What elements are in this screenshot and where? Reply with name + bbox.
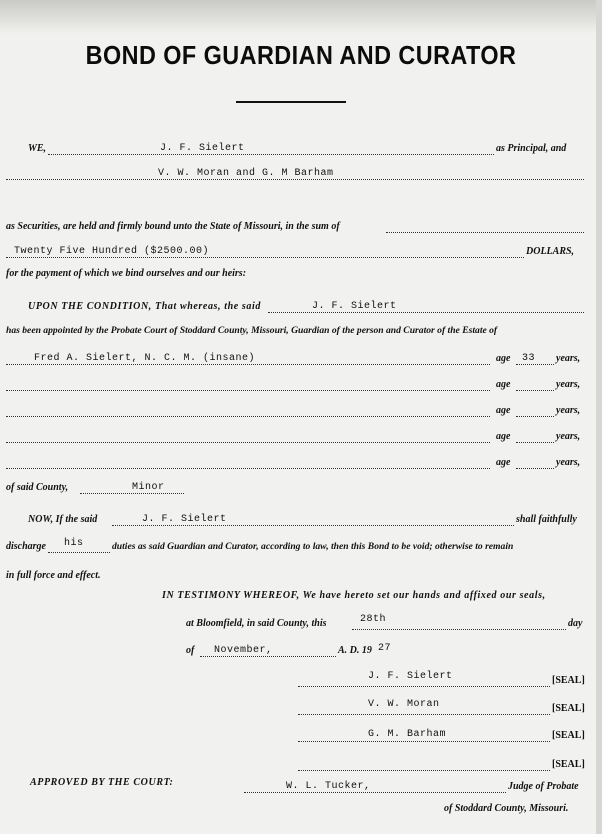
age-line-4 xyxy=(516,442,554,443)
now-text: NOW, If the said xyxy=(28,514,98,525)
signature-2: V. W. Moran xyxy=(368,699,440,710)
securities-names: V. W. Moran and G. M Barham xyxy=(158,168,334,179)
ad-text: A. D. 19 xyxy=(338,645,372,656)
ward-line-5 xyxy=(6,468,490,469)
day-line xyxy=(352,629,566,630)
condition-name: J. F. Sielert xyxy=(312,301,397,312)
approved-text: APPROVED BY THE COURT: xyxy=(30,777,174,788)
signature-1: J. F. Sielert xyxy=(368,671,453,682)
principal-line xyxy=(48,154,494,155)
judge-line xyxy=(244,792,506,793)
day-label: day xyxy=(568,618,583,629)
years-label-5: years, xyxy=(556,457,581,468)
day-number: 28th xyxy=(360,614,387,625)
condition-text: UPON THE CONDITION, That whereas, the said xyxy=(28,301,261,312)
securities-text: as Securities, are held and firmly bound unto the State of Missouri, in the sum of xyxy=(6,221,340,232)
ward-name: Fred A. Sielert, N. C. M. (insane) xyxy=(34,353,256,364)
judge-county: of Stoddard County, Missouri. xyxy=(444,803,569,814)
document-title: BOND OF GUARDIAN AND CURATOR xyxy=(85,40,517,70)
age-label-3: age xyxy=(496,405,511,416)
now-name: J. F. Sielert xyxy=(142,514,227,525)
signature-line-1 xyxy=(298,686,550,687)
seal-4: [SEAL] xyxy=(552,759,585,770)
title-rule xyxy=(236,101,346,103)
we-label: WE, xyxy=(28,143,47,154)
dollars-label: DOLLARS, xyxy=(526,246,575,257)
judge-name: W. L. Tucker, xyxy=(286,781,371,792)
years-label-2: years, xyxy=(556,379,581,390)
payment-text: for the payment of which we bind ourselves and our heirs: xyxy=(6,268,247,279)
years-label-3: years, xyxy=(556,405,581,416)
judge-title: Judge of Probate xyxy=(508,781,579,792)
age-label-4: age xyxy=(496,431,511,442)
duties-text: duties as said Guardian and Curator, according to law, then this Bond to be void; otherwise to remain xyxy=(112,541,514,552)
sum-line-a xyxy=(386,232,584,233)
sum-words: Twenty Five Hundred ($2500.00) xyxy=(14,246,210,257)
ward-line-3 xyxy=(6,416,490,417)
ward-age: 33 xyxy=(522,353,536,364)
signature-line-3 xyxy=(298,741,550,742)
age-line-2 xyxy=(516,390,554,391)
appointed-text: has been appointed by the Probate Court of Stoddard County, Missouri, Guardian of the person and Curator of the Estate of xyxy=(6,325,498,336)
age-label-1: age xyxy=(496,353,511,364)
signature-3: G. M. Barham xyxy=(368,729,447,740)
of-county-text: of said County, xyxy=(6,482,69,493)
full-force-text: in full force and effect. xyxy=(6,570,101,581)
seal-1: [SEAL] xyxy=(552,675,585,686)
of-label: of xyxy=(186,645,195,656)
page-edge-shadow xyxy=(596,0,602,834)
years-label-4: years, xyxy=(556,431,581,442)
ward-line-2 xyxy=(6,390,490,391)
age-line-3 xyxy=(516,416,554,417)
pronoun-line xyxy=(48,552,110,553)
signature-line-2 xyxy=(298,714,550,715)
years-label-1: years, xyxy=(556,353,581,364)
month: November, xyxy=(214,645,273,656)
age-label-2: age xyxy=(496,379,511,390)
pronoun: his xyxy=(64,538,84,549)
age-line-5 xyxy=(516,468,554,469)
signature-line-4 xyxy=(298,770,550,771)
principal-name: J. F. Sielert xyxy=(160,143,245,154)
year: 27 xyxy=(378,643,392,654)
as-principal-label: as Principal, and xyxy=(496,143,567,154)
seal-2: [SEAL] xyxy=(552,703,585,714)
age-label-5: age xyxy=(496,457,511,468)
ward-status: Minor xyxy=(132,482,165,493)
shall-text: shall faithfully xyxy=(516,514,577,525)
bloomfield-text: at Bloomfield, in said County, this xyxy=(186,618,327,629)
testimony-text: IN TESTIMONY WHEREOF, We have hereto set our hands and affixed our seals, xyxy=(162,590,546,601)
ward-line-4 xyxy=(6,442,490,443)
seal-3: [SEAL] xyxy=(552,730,585,741)
discharge-text: discharge xyxy=(6,541,46,552)
